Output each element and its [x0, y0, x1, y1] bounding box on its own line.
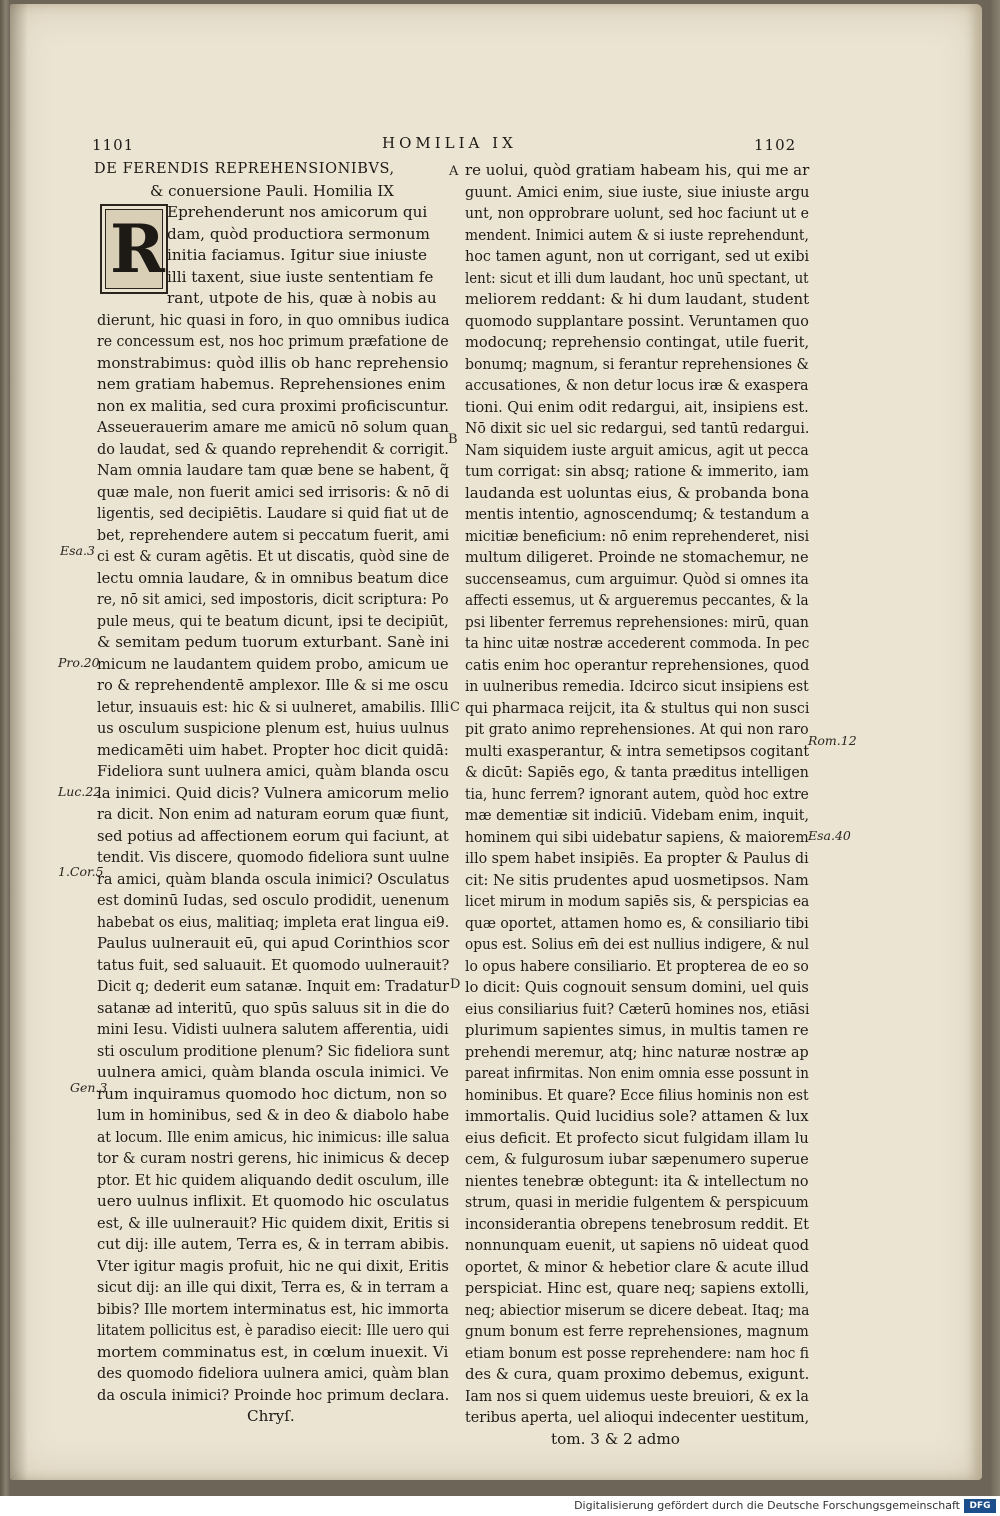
text-line: Chryſ.	[247, 1407, 295, 1425]
text-line: prehendi meremur, atq; hinc naturæ nostræ ap	[465, 1042, 809, 1061]
text-line: gnum bonum est ferre reprehensiones, magnum	[465, 1322, 809, 1340]
text-line: tor & curam nostri gerens, hic inimicus & decep	[97, 1149, 450, 1167]
text-line: at locum. Ille enim amicus, hic inimicus: ille salua	[97, 1127, 450, 1146]
text-line: psi libenter ferremus reprehensiones: mirū, quan	[465, 612, 809, 631]
section-letter: A	[449, 164, 459, 179]
text-line: rant, utpote de his, quæ à nobis au	[167, 289, 437, 307]
section-letter: B	[448, 432, 458, 447]
initial-letter: R	[110, 210, 165, 288]
text-line: Vter igitur magis profuit, hic ne qui dixit, Eritis	[97, 1256, 449, 1275]
text-line: mini Iesu. Vidisti uulnera salutem afferentia, uidi	[97, 1020, 449, 1038]
text-line: ta hinc uitæ nostræ accederent commoda. In pec	[465, 634, 810, 652]
text-line: etiam bonum est posse reprehendere: nam hoc fi	[465, 1343, 809, 1362]
text-line: re uolui, quòd gratiam habeam his, qui me ar	[465, 161, 810, 179]
text-line: lo opus habere consiliario. Et propterea de eo so	[465, 956, 809, 975]
text-line: perspiciat. Hinc est, quare neq; sapiens extolli,	[465, 1279, 810, 1297]
text-line: tendit. Vis discere, quomodo fideliora sunt uulne	[97, 848, 450, 866]
text-line: lectu omnia laudare, & in omnibus beatum dice	[97, 568, 449, 587]
text-line: cem, & fulgurosum iubar sæpenumero superue	[465, 1150, 809, 1168]
text-line: dierunt, hic quasi in foro, in quo omnibus iudica	[97, 310, 450, 329]
text-line: & semitam pedum tuorum exturbant. Sanè ini	[97, 633, 450, 651]
text-line: pareat infirmitas. Non enim omnia esse possunt in	[465, 1064, 809, 1082]
margin-note: Rom.12	[808, 733, 857, 748]
text-line: tum corrigat: sin absq; ratione & immerito, iam	[465, 462, 809, 480]
text-line: Nō dixit sic uel sic redargui, sed tantū redargui.	[465, 419, 810, 437]
text-line: accusationes, & non detur locus iræ & exaspera	[465, 376, 809, 394]
text-line: quomodo supplantare possint. Veruntamen quo	[465, 311, 809, 330]
text-line: cut dij: ille autem, Terra es, & in terram abibis.	[97, 1235, 450, 1253]
text-line: pule meus, qui te beatum dicunt, ipsi te decipiūt,	[97, 611, 449, 630]
margin-note: Gen.3	[70, 1080, 108, 1095]
text-line: eius consiliarius fuit? Cæterū homines nos, etiāsi	[465, 999, 810, 1018]
text-line: catis enim hoc operantur reprehensiones, quod	[465, 655, 810, 674]
text-line: ligentis, sed decipiētis. Laudare si quid fiat ut de	[97, 504, 449, 522]
text-line: Eprehenderunt nos amicorum qui	[167, 203, 428, 221]
text-line: Nam siquidem iuste arguit amicus, agit ut pecca	[465, 440, 809, 459]
text-line: sicut dij: an ille qui dixit, Terra es, & in terram a	[97, 1278, 449, 1296]
text-line: & dicūt: Sapiēs ego, & tanta præditus intelligen	[465, 763, 809, 781]
text-line: Nam omnia laudare tam quæ bene se habent, q̃	[97, 461, 449, 479]
text-line: tioni. Qui enim odit redargui, ait, insipiens est.	[465, 397, 809, 416]
text-line: rum inquiramus quomodo hoc dictum, non so	[97, 1084, 448, 1103]
margin-note: Esa.3	[60, 543, 95, 558]
text-line: guunt. Amici enim, siue iuste, siue iniuste argu	[465, 182, 810, 201]
text-line: nonnunquam euenit, ut sapiens nō uideat quod	[465, 1236, 809, 1254]
text-line: des quomodo fideliora uulnera amici, quàm blan	[97, 1364, 449, 1382]
footer-credit: Digitalisierung gefördert durch die Deutsche Forschungsgemeinschaft	[574, 1499, 960, 1512]
text-line: ra dicit. Non enim ad naturam eorum quæ fiunt,	[97, 805, 450, 823]
section-letter: D	[450, 977, 461, 992]
text-line: satanæ ad interitū, quo spūs saluus sit in die do	[97, 998, 450, 1017]
text-line: non ex malitia, sed cura proximi proficiscuntur.	[97, 396, 449, 415]
text-line: dam, quòd productiora sermonum	[167, 224, 430, 243]
text-line: medicamēti uim habet. Propter hoc dicit quidā:	[97, 740, 449, 759]
right-column	[465, 160, 810, 1450]
text-line: hoc tamen agunt, non ut corrigant, sed ut exibi	[465, 247, 810, 265]
text-line: licet mirum in modum sapiēs sis, & perspicias ea	[465, 892, 810, 910]
text-line: nientes tenebræ obtegunt: ita & intellectum no	[465, 1171, 809, 1190]
text-line: unt, non opprobrare uolunt, sed hoc faciunt ut e	[465, 204, 809, 222]
text-line: ptor. Et hic quidem aliquando dedit osculum, ille	[97, 1170, 450, 1189]
text-line: mentis intentio, agnoscendumq; & testandum a	[465, 505, 810, 523]
text-line: plurimum sapientes simus, in multis tamen re	[465, 1021, 809, 1039]
text-line: lum in hominibus, sed & in deo & diabolo habe	[97, 1106, 450, 1124]
text-line: cit: Ne sitis prudentes apud uosmetipsos. Nam	[465, 870, 809, 889]
text-line: pit grato animo reprehensiones. At qui non raro	[465, 720, 809, 738]
text-line: des & cura, quam proximo debemus, exigunt.	[465, 1365, 810, 1383]
text-line: hominem qui sibi uidebatur sapiens, & maiorem	[465, 827, 809, 846]
text-line: Dicit q; dederit eum satanæ. Inquit em: Tradatur	[97, 977, 449, 995]
margin-note: 1.Cor.5	[58, 864, 104, 879]
left-page-number: 1101	[92, 136, 135, 154]
text-line: uulnera amici, quàm blanda oscula inimici. Ve	[97, 1063, 449, 1081]
text-line: succenseamus, cum arguimur. Quòd si omnes ita	[465, 569, 809, 588]
text-line: ro & reprehendentē amplexor. Ille & si me oscu	[97, 676, 449, 694]
margin-note: Esa.40	[808, 828, 851, 843]
text-line: multum diligeret. Proinde ne stomachemur, ne	[465, 548, 809, 566]
text-line: lo dicit: Quis cognouit sensum domini, uel quis	[465, 978, 809, 996]
text-line: multi exasperantur, & intra semetipsos cogitant	[465, 741, 810, 760]
text-line: tia, hunc ferrem? ignorant autem, quòd hoc extre	[465, 784, 809, 803]
text-line: bibis? Ille mortem interminatus est, hic immorta	[97, 1299, 449, 1318]
text-line: micum ne laudantem quidem probo, amicum ue	[97, 654, 449, 673]
running-title: HOMILIA IX	[382, 134, 517, 152]
text-line: inconsiderantia obrepens tenebrosum reddit. Et	[465, 1214, 809, 1233]
text-line: opus est. Solius em̄ dei est nullius indigere, & nul	[465, 935, 809, 953]
text-line: modocunq; reprehensio contingat, utile fuerit,	[465, 333, 810, 351]
text-line: hominibus. Et quare? Ecce filius hominis non est	[465, 1085, 809, 1104]
text-line: sti osculum proditione plenum? Sic fideliora sunt	[97, 1041, 450, 1060]
text-line: re concessum est, nos hoc primum præfatione de	[97, 332, 449, 350]
text-line: nem gratiam habemus. Reprehensiones enim	[97, 375, 446, 393]
text-line: in uulneribus remedia. Idcirco sicut insipiens est	[465, 677, 809, 695]
homily-subtitle: & conuersione Pauli. Homilia IX	[150, 182, 394, 200]
text-line: habebat os eius, malitiaq; impleta erat lingua ei9.	[97, 912, 450, 931]
text-line: tatus fuit, sed saluauit. Et quomodo uulnerauit?	[97, 955, 450, 974]
right-page-number: 1102	[754, 136, 797, 154]
text-line: mendent. Inimici autem & si iuste reprehendunt,	[465, 225, 809, 244]
text-line: Paulus uulnerauit eū, qui apud Corinthios scor	[97, 934, 450, 952]
text-line: est dominū Iudas, sed osculo prodidit, uenenum	[97, 891, 450, 909]
text-line: ci est & curam agētis. Et ut discatis, quòd sine de	[97, 547, 450, 565]
text-line: Asseuerauerim amare me amicū nō solum quan	[97, 418, 449, 436]
text-line: us osculum suspicione plenum est, huius uulnus	[97, 719, 450, 737]
text-line: do laudat, sed & quando reprehendit & corrigit.	[97, 439, 449, 458]
text-line: tom. 3 & 2 admo	[551, 1429, 680, 1448]
text-line: mæ dementiæ sit indiciū. Videbam enim, inquit,	[465, 806, 809, 824]
dfg-logo: DFG	[964, 1499, 996, 1513]
text-line: Iam nos si quem uidemus ueste breuiori, & ex la	[465, 1386, 809, 1405]
text-line: lent: sicut et illi dum laudant, hoc unū spectant, ut	[465, 268, 809, 287]
text-line: uero uulnus inflixit. Et quomodo hic osculatus	[97, 1192, 450, 1210]
text-line: re, nō sit amici, sed impostoris, dicit scriptura: Po	[97, 590, 449, 608]
margin-note: Luc.22	[58, 784, 102, 799]
text-line: illi taxent, siue iuste sententiam fe	[167, 267, 434, 286]
text-line: illo spem habet insipiēs. Ea propter & Paulus di	[465, 849, 809, 867]
text-line: qui pharmaca reijcit, ita & stultus qui non susci	[465, 698, 810, 717]
text-line: bonumq; magnum, si ferantur reprehensiones &	[465, 354, 809, 373]
text-line: immortalis. Quid lucidius sole? attamen & lux	[465, 1107, 809, 1125]
text-line: Fideliora sunt uulnera amici, quàm blanda oscu	[97, 762, 450, 780]
text-line: mortem comminatus est, in cœlum inuexit. Vi	[97, 1342, 449, 1361]
text-line: la inimici. Quid dicis? Vulnera amicorum melio	[97, 783, 449, 802]
text-line: letur, insuauis est: hic & si uulneret, amabilis. Illi	[97, 697, 450, 716]
text-line: micitiæ beneficium: nō enim reprehenderet, nisi	[465, 526, 810, 545]
text-line: est, & ille uulnerauit? Hic quidem dixit, Eritis si	[97, 1213, 450, 1232]
text-line: da oscula inimici? Proinde hoc primum declara.	[97, 1385, 450, 1404]
homily-title: DE FERENDIS REPREHENSIONIBVS,	[94, 161, 395, 177]
text-line: teribus aperta, uel alioqui indecenter uestitum,	[465, 1408, 810, 1426]
text-line: monstrabimus: quòd illis ob hanc reprehensio	[97, 353, 449, 372]
margin-note: Pro.20	[58, 655, 100, 670]
section-letter: C	[450, 700, 460, 715]
text-line: sed potius ad affectionem eorum qui faciunt, at	[97, 826, 449, 845]
text-line: meliorem reddant: & hi dum laudant, student	[465, 290, 810, 308]
text-line: strum, quasi in meridie fulgentem & perspicuum	[465, 1193, 809, 1211]
text-line: quæ male, non fuerit amici sed irrisoris: & nō di	[97, 482, 450, 501]
text-line: affecti essemus, ut & argueremus peccantes, & la	[465, 591, 809, 609]
left-column	[97, 202, 450, 1428]
text-line: oportet, & minor & hebetior clare & acute illud	[465, 1257, 809, 1276]
text-line: quæ oportet, attamen homo es, & consiliario tibi	[465, 913, 809, 932]
text-line: neq; abiectior miserum se dicere debeat. Itaq; ma	[465, 1300, 810, 1319]
text-line: ra amici, quàm blanda oscula inimici? Osculatus	[97, 869, 450, 888]
text-line: litatem pollicitus est, è paradiso eiecit: Ille uero qui	[97, 1321, 450, 1339]
text-line: eius deficit. Et profecto sicut fulgidam illam lu	[465, 1128, 809, 1147]
text-line: initia faciamus. Igitur siue iniuste	[167, 246, 428, 264]
text-line: laudanda est uoluntas eius, & probanda bona	[465, 483, 810, 502]
text-line: bet, reprehendere autem si peccatum fuerit, ami	[97, 525, 450, 544]
